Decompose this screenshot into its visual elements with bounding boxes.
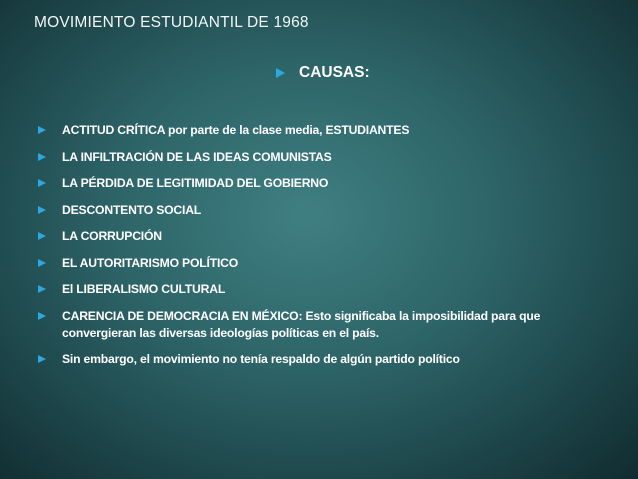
triangle-bullet-icon <box>38 355 46 363</box>
triangle-bullet-icon <box>38 312 46 320</box>
list-item <box>38 175 598 192</box>
triangle-bullet-icon <box>38 232 46 240</box>
list-item <box>38 228 598 245</box>
list-item-text: El LIBERALISMO CULTURAL <box>62 282 226 296</box>
list-item-text: CARENCIA DE DEMOCRACIA EN MÉXICO: Esto significaba la imposibilidad para que convergieran las diversas ideologías políticas en el país. <box>62 308 541 340</box>
triangle-bullet-icon <box>38 206 46 214</box>
subtitle-row <box>276 64 370 82</box>
list-item-text: LA INFILTRACIÓN DE LAS IDEAS COMUNISTAS <box>62 149 332 164</box>
list-item <box>38 281 598 298</box>
triangle-bullet-icon <box>38 179 46 187</box>
list-item-text: ACTITUD CRÍTICA por parte de la clase media, ESTUDIANTES <box>62 123 410 137</box>
list-item-text: DESCONTENTO SOCIAL <box>62 202 202 217</box>
list-item <box>38 308 598 342</box>
list-item <box>38 351 598 368</box>
triangle-bullet-icon <box>38 126 46 134</box>
triangle-bullet-icon <box>276 68 285 78</box>
list-item-text: Sin embargo, el movimiento no tenía respaldo de algún partido político <box>62 352 460 366</box>
list-item <box>38 149 598 166</box>
subtitle-text: CAUSAS: <box>299 64 370 81</box>
causes-list <box>38 122 598 378</box>
list-item <box>38 255 598 272</box>
triangle-bullet-icon <box>38 153 46 161</box>
list-item-text: EL AUTORITARISMO POLÍTICO <box>62 255 239 270</box>
list-item-text: LA CORRUPCIÓN <box>62 229 162 243</box>
triangle-bullet-icon <box>38 259 46 267</box>
slide-title: MOVIMIENTO ESTUDIANTIL DE 1968 <box>34 14 309 31</box>
list-item <box>38 122 598 139</box>
list-item-text: LA PÉRDIDA DE LEGITIMIDAD DEL GOBIERNO <box>62 176 329 190</box>
list-item <box>38 202 598 219</box>
triangle-bullet-icon <box>38 285 46 293</box>
